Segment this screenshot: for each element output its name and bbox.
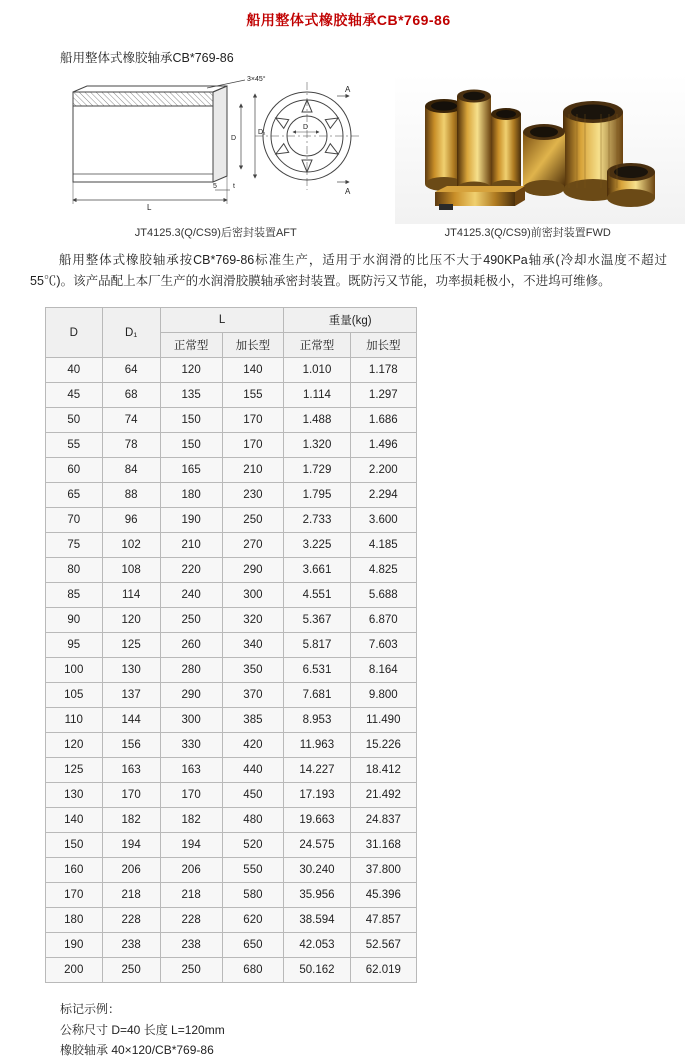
table-cell: 385 bbox=[222, 708, 284, 733]
table-cell: 280 bbox=[160, 658, 222, 683]
table-cell: 1.729 bbox=[284, 458, 350, 483]
table-cell: 47.857 bbox=[350, 908, 416, 933]
marking-example bbox=[60, 999, 697, 1060]
table-cell: 70 bbox=[46, 508, 103, 533]
table-cell: 5.367 bbox=[284, 608, 350, 633]
note-line-2: 橡胶轴承 40×120/CB*769-86 bbox=[60, 1043, 214, 1058]
table-cell: 230 bbox=[222, 483, 284, 508]
table-cell: 480 bbox=[222, 808, 284, 833]
table-cell: 1.686 bbox=[350, 408, 416, 433]
table-cell: 114 bbox=[102, 583, 160, 608]
table-row bbox=[46, 658, 417, 683]
table-cell: 194 bbox=[102, 833, 160, 858]
table-row bbox=[46, 408, 417, 433]
table-cell: 75 bbox=[46, 533, 103, 558]
table-cell: 65 bbox=[46, 483, 103, 508]
table-cell: 450 bbox=[222, 783, 284, 808]
table-cell: 150 bbox=[160, 408, 222, 433]
table-cell: 88 bbox=[102, 483, 160, 508]
table-cell: 6.870 bbox=[350, 608, 416, 633]
bearing-line-drawing bbox=[55, 74, 385, 224]
table-cell: 1.488 bbox=[284, 408, 350, 433]
th-l: L bbox=[160, 308, 284, 333]
table-cell: 15.226 bbox=[350, 733, 416, 758]
figure-captions bbox=[0, 224, 697, 240]
table-cell: 105 bbox=[46, 683, 103, 708]
table-cell: 200 bbox=[46, 958, 103, 983]
table-cell: 350 bbox=[222, 658, 284, 683]
table-cell: 60 bbox=[46, 458, 103, 483]
table-row bbox=[46, 508, 417, 533]
table-cell: 1.795 bbox=[284, 483, 350, 508]
note-line-1: 公称尺寸 D=40 长度 L=120mm bbox=[60, 1022, 225, 1037]
section-title: 船用整体式橡胶轴承CB*769-86 bbox=[60, 51, 234, 65]
table-cell: 137 bbox=[102, 683, 160, 708]
table-row bbox=[46, 833, 417, 858]
table-cell: 170 bbox=[46, 883, 103, 908]
table-head bbox=[46, 308, 417, 358]
table-row bbox=[46, 883, 417, 908]
table-row bbox=[46, 708, 417, 733]
table-cell: 250 bbox=[222, 508, 284, 533]
table-cell: 1.496 bbox=[350, 433, 416, 458]
table-cell: 85 bbox=[46, 583, 103, 608]
table-cell: 120 bbox=[102, 608, 160, 633]
svg-text:3×45°: 3×45° bbox=[247, 76, 266, 83]
th-w-normal: 正常型 bbox=[284, 333, 350, 358]
table-cell: 140 bbox=[222, 358, 284, 383]
table-cell: 210 bbox=[160, 533, 222, 558]
table-body bbox=[46, 358, 417, 983]
table-row bbox=[46, 383, 417, 408]
table-cell: 206 bbox=[160, 858, 222, 883]
table-cell: 37.800 bbox=[350, 858, 416, 883]
table-cell: 250 bbox=[102, 958, 160, 983]
table-cell: 420 bbox=[222, 733, 284, 758]
table-row bbox=[46, 558, 417, 583]
table-cell: 550 bbox=[222, 858, 284, 883]
table-cell: 156 bbox=[102, 733, 160, 758]
table-cell: 4.551 bbox=[284, 583, 350, 608]
description-paragraph bbox=[30, 250, 667, 291]
table-cell: 250 bbox=[160, 608, 222, 633]
table-cell: 108 bbox=[102, 558, 160, 583]
table-cell: 650 bbox=[222, 933, 284, 958]
paragraph-text: 船用整体式橡胶轴承按CB*769-86标准生产，适用于水润滑的比压不大于490KPa轴承(冷却水温度不超过 55℃)。该产品配上本厂生产的水润滑胶膜轴承密封装置。既防污又节能，功率损耗极小，不进坞可维修。 bbox=[30, 253, 667, 288]
table-cell: 50 bbox=[46, 408, 103, 433]
figure-row bbox=[0, 74, 697, 224]
th-d1: D₁ bbox=[102, 308, 160, 358]
table-cell: 45 bbox=[46, 383, 103, 408]
table-header-row-top bbox=[46, 308, 417, 333]
table-cell: 182 bbox=[102, 808, 160, 833]
table-cell: 125 bbox=[46, 758, 103, 783]
table-cell: 100 bbox=[46, 658, 103, 683]
table-cell: 4.185 bbox=[350, 533, 416, 558]
table-cell: 300 bbox=[222, 583, 284, 608]
table-cell: 190 bbox=[160, 508, 222, 533]
table-row bbox=[46, 808, 417, 833]
table-cell: 228 bbox=[160, 908, 222, 933]
svg-text:t: t bbox=[233, 183, 235, 190]
table-cell: 130 bbox=[46, 783, 103, 808]
table-cell: 35.956 bbox=[284, 883, 350, 908]
table-cell: 238 bbox=[160, 933, 222, 958]
table-cell: 163 bbox=[160, 758, 222, 783]
table-cell: 14.227 bbox=[284, 758, 350, 783]
table-cell: 170 bbox=[102, 783, 160, 808]
table-cell: 218 bbox=[102, 883, 160, 908]
technical-drawing bbox=[55, 74, 385, 224]
page-title: 船用整体式橡胶轴承CB*769-86 bbox=[246, 12, 451, 28]
table-cell: 19.663 bbox=[284, 808, 350, 833]
table-cell: 170 bbox=[222, 408, 284, 433]
table-cell: 2.200 bbox=[350, 458, 416, 483]
table-cell: 1.178 bbox=[350, 358, 416, 383]
svg-text:D₁: D₁ bbox=[258, 129, 266, 136]
table-cell: 40 bbox=[46, 358, 103, 383]
table-cell: 3.225 bbox=[284, 533, 350, 558]
table-cell: 180 bbox=[46, 908, 103, 933]
table-cell: 320 bbox=[222, 608, 284, 633]
table-cell: 18.412 bbox=[350, 758, 416, 783]
table-cell: 130 bbox=[102, 658, 160, 683]
table-cell: 270 bbox=[222, 533, 284, 558]
table-cell: 62.019 bbox=[350, 958, 416, 983]
table-cell: 9.800 bbox=[350, 683, 416, 708]
brass-bearings-photo bbox=[395, 74, 685, 224]
table-cell: 210 bbox=[222, 458, 284, 483]
table-cell: 180 bbox=[160, 483, 222, 508]
th-weight: 重量(kg) bbox=[284, 308, 417, 333]
table-cell: 80 bbox=[46, 558, 103, 583]
table-row bbox=[46, 733, 417, 758]
table-cell: 3.661 bbox=[284, 558, 350, 583]
table-cell: 110 bbox=[46, 708, 103, 733]
th-l-normal: 正常型 bbox=[160, 333, 222, 358]
table-cell: 140 bbox=[46, 808, 103, 833]
table-cell: 330 bbox=[160, 733, 222, 758]
table-cell: 7.681 bbox=[284, 683, 350, 708]
table-row bbox=[46, 633, 417, 658]
table-cell: 8.164 bbox=[350, 658, 416, 683]
table-cell: 135 bbox=[160, 383, 222, 408]
table-cell: 194 bbox=[160, 833, 222, 858]
th-w-extended: 加长型 bbox=[350, 333, 416, 358]
table-row bbox=[46, 358, 417, 383]
table-cell: 2.733 bbox=[284, 508, 350, 533]
table-cell: 620 bbox=[222, 908, 284, 933]
table-row bbox=[46, 533, 417, 558]
table-cell: 11.490 bbox=[350, 708, 416, 733]
table-cell: 74 bbox=[102, 408, 160, 433]
table-row bbox=[46, 458, 417, 483]
table-cell: 250 bbox=[160, 958, 222, 983]
table-cell: 370 bbox=[222, 683, 284, 708]
table-row bbox=[46, 758, 417, 783]
table-row bbox=[46, 583, 417, 608]
table-row bbox=[46, 608, 417, 633]
table-cell: 170 bbox=[160, 783, 222, 808]
table-cell: 170 bbox=[222, 433, 284, 458]
table-row bbox=[46, 783, 417, 808]
table-cell: 1.010 bbox=[284, 358, 350, 383]
table-cell: 24.575 bbox=[284, 833, 350, 858]
table-cell: 55 bbox=[46, 433, 103, 458]
table-cell: 102 bbox=[102, 533, 160, 558]
table-cell: 144 bbox=[102, 708, 160, 733]
table-cell: 680 bbox=[222, 958, 284, 983]
table-row bbox=[46, 483, 417, 508]
table-cell: 3.600 bbox=[350, 508, 416, 533]
note-line-0: 标记示例： bbox=[60, 1002, 121, 1017]
table-cell: 4.825 bbox=[350, 558, 416, 583]
table-cell: 238 bbox=[102, 933, 160, 958]
table-cell: 290 bbox=[222, 558, 284, 583]
table-cell: 96 bbox=[102, 508, 160, 533]
svg-text:A: A bbox=[345, 85, 351, 94]
table-row bbox=[46, 433, 417, 458]
table-cell: 68 bbox=[102, 383, 160, 408]
table-cell: 190 bbox=[46, 933, 103, 958]
table-cell: 240 bbox=[160, 583, 222, 608]
caption-left: JT4125.3(Q/CS9)后密封装置AFT bbox=[134, 227, 297, 239]
table-cell: 6.531 bbox=[284, 658, 350, 683]
svg-text:D: D bbox=[303, 124, 309, 131]
svg-text:5: 5 bbox=[213, 183, 217, 190]
svg-text:D: D bbox=[231, 135, 237, 142]
table-cell: 78 bbox=[102, 433, 160, 458]
table-cell: 120 bbox=[46, 733, 103, 758]
table-row bbox=[46, 858, 417, 883]
table-cell: 52.567 bbox=[350, 933, 416, 958]
table-cell: 2.294 bbox=[350, 483, 416, 508]
table-row bbox=[46, 908, 417, 933]
table-cell: 125 bbox=[102, 633, 160, 658]
table-cell: 17.193 bbox=[284, 783, 350, 808]
table-cell: 7.603 bbox=[350, 633, 416, 658]
table-row bbox=[46, 933, 417, 958]
table-cell: 5.688 bbox=[350, 583, 416, 608]
table-cell: 300 bbox=[160, 708, 222, 733]
table-cell: 50.162 bbox=[284, 958, 350, 983]
th-d: D bbox=[46, 308, 103, 358]
table-cell: 206 bbox=[102, 858, 160, 883]
table-row bbox=[46, 683, 417, 708]
table-cell: 11.963 bbox=[284, 733, 350, 758]
table-cell: 42.053 bbox=[284, 933, 350, 958]
table-cell: 95 bbox=[46, 633, 103, 658]
table-cell: 38.594 bbox=[284, 908, 350, 933]
table-cell: 24.837 bbox=[350, 808, 416, 833]
table-cell: 150 bbox=[160, 433, 222, 458]
table-cell: 120 bbox=[160, 358, 222, 383]
table-cell: 520 bbox=[222, 833, 284, 858]
table-cell: 163 bbox=[102, 758, 160, 783]
table-cell: 84 bbox=[102, 458, 160, 483]
table-cell: 440 bbox=[222, 758, 284, 783]
table-cell: 165 bbox=[160, 458, 222, 483]
table-cell: 580 bbox=[222, 883, 284, 908]
table-cell: 64 bbox=[102, 358, 160, 383]
table-cell: 220 bbox=[160, 558, 222, 583]
specification-table bbox=[45, 307, 417, 983]
table-row bbox=[46, 958, 417, 983]
table-cell: 31.168 bbox=[350, 833, 416, 858]
table-cell: 218 bbox=[160, 883, 222, 908]
product-photo bbox=[395, 74, 685, 224]
table-cell: 45.396 bbox=[350, 883, 416, 908]
table-cell: 228 bbox=[102, 908, 160, 933]
table-cell: 260 bbox=[160, 633, 222, 658]
table-cell: 21.492 bbox=[350, 783, 416, 808]
svg-text:A: A bbox=[345, 187, 351, 196]
table-cell: 30.240 bbox=[284, 858, 350, 883]
table-cell: 8.953 bbox=[284, 708, 350, 733]
table-cell: 1.320 bbox=[284, 433, 350, 458]
table-cell: 5.817 bbox=[284, 633, 350, 658]
table-cell: 155 bbox=[222, 383, 284, 408]
table-cell: 160 bbox=[46, 858, 103, 883]
table-cell: 340 bbox=[222, 633, 284, 658]
th-l-extended: 加长型 bbox=[222, 333, 284, 358]
caption-right: JT4125.3(Q/CS9)前密封装置FWD bbox=[444, 227, 611, 239]
table-cell: 1.297 bbox=[350, 383, 416, 408]
table-cell: 90 bbox=[46, 608, 103, 633]
svg-text:L: L bbox=[147, 203, 152, 212]
table-cell: 1.114 bbox=[284, 383, 350, 408]
table-cell: 182 bbox=[160, 808, 222, 833]
table-cell: 290 bbox=[160, 683, 222, 708]
table-cell: 150 bbox=[46, 833, 103, 858]
